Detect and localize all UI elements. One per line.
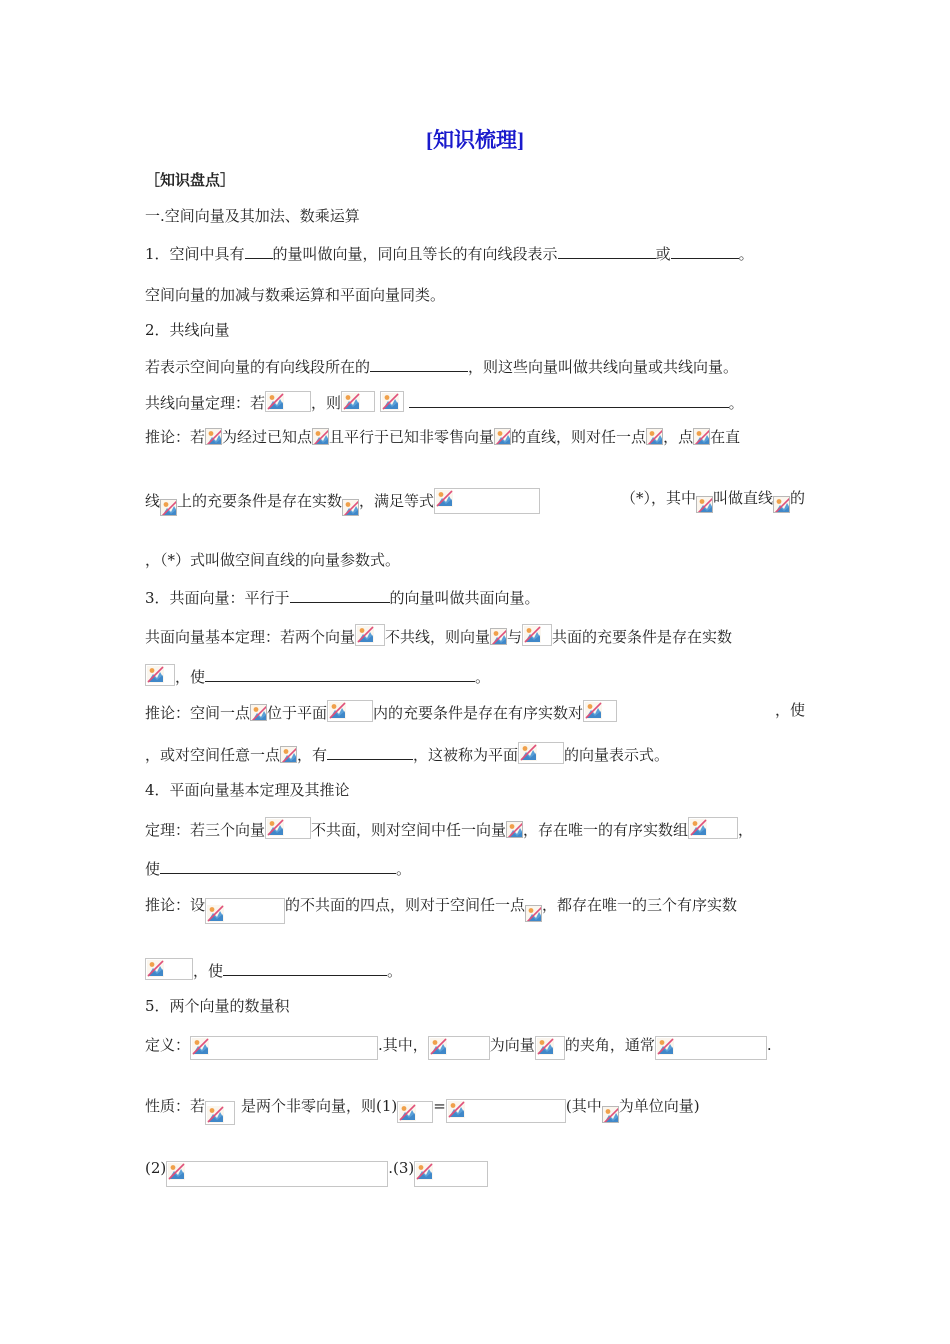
formula-box: [380, 391, 404, 412]
page-title: [知识梳理]: [426, 128, 524, 152]
broken-image-icon: [267, 819, 284, 836]
formula-box: [535, 1036, 565, 1060]
broken-image-icon: [436, 490, 453, 507]
formula-box: [655, 1036, 767, 1060]
formula-box: [522, 624, 552, 646]
formula-box: [145, 664, 175, 686]
s5-heading: 5．两个向量的数量积: [145, 997, 290, 1015]
formula-box: [446, 1099, 566, 1123]
formula-box: [355, 624, 385, 646]
fill-blank[interactable]: [409, 392, 729, 408]
broken-image-icon: [646, 428, 663, 445]
broken-image-icon: [312, 428, 329, 445]
broken-image-icon: [192, 1038, 209, 1055]
broken-image-icon: [207, 1106, 224, 1123]
broken-image-icon: [147, 960, 164, 977]
fill-blank[interactable]: [223, 960, 387, 976]
s5-definition: 定义： .其中， 为向量 的夹角，通常 .: [145, 1035, 772, 1060]
formula-box: [190, 1036, 378, 1060]
s2-definition: 若表示空间向量的有向线段所在的 ，则这些向量叫做共线向量或共线向量。: [145, 358, 739, 376]
fill-blank[interactable]: [370, 356, 468, 372]
s2-corollary: 推论：若 为经过已知点 且平行于已知非零售向量 的直线，则对任一点 ，点 在直: [145, 428, 741, 446]
broken-image-icon: [524, 626, 541, 643]
formula-box: [341, 391, 375, 412]
broken-image-icon: [168, 1163, 185, 1180]
s5-property-cont: (2) .(3): [145, 1158, 488, 1187]
broken-image-icon: [430, 1038, 447, 1055]
broken-image-icon: [585, 702, 602, 719]
formula-box: [265, 817, 311, 839]
broken-image-icon: [205, 428, 222, 445]
s3-corollary: 推论：空间一点 位于平面 内的充要条件是存在有序实数对 ，使: [145, 701, 805, 722]
broken-image-icon: [537, 1038, 554, 1055]
fill-blank[interactable]: [558, 243, 656, 259]
s4-theorem-cont: 使 。: [145, 860, 412, 878]
broken-image-icon: [342, 499, 359, 516]
broken-image-icon: [520, 744, 537, 761]
s4-corollary: 推论：设 的不共面的四点，则对于空间任一点 ，都存在唯一的三个有序实数: [145, 895, 737, 924]
formula-box: [688, 817, 738, 839]
broken-image-icon: [207, 905, 224, 922]
broken-image-icon: [280, 746, 297, 763]
broken-image-icon: [416, 1163, 433, 1180]
s1-para1: 1．空间中具有 的量叫做向量，同向且等长的有向线段表示 或 。: [145, 245, 754, 263]
broken-image-icon: [250, 704, 267, 721]
broken-image-icon: [343, 393, 360, 410]
formula-box: [205, 898, 285, 924]
s3-theorem: 共面向量基本定理：若两个向量 不共线，则向量 与 共面的充要条件是存在实数: [145, 624, 732, 647]
section-subtitle: ［知识盘点］: [145, 171, 236, 189]
fill-blank[interactable]: [205, 666, 475, 682]
s4-theorem: 定理：若三个向量 不共面，则对空间中任一向量 ，存在唯一的有序实数组 ，: [145, 817, 753, 840]
formula-box: [434, 488, 540, 514]
broken-image-icon: [267, 393, 284, 410]
s5-property: 性质：若 是两个非零向量，则(1) = (其中 为单位向量): [145, 1096, 700, 1125]
s4-heading: 4．平面向量基本定理及其推论: [145, 781, 350, 799]
broken-image-icon: [448, 1101, 465, 1118]
fill-blank[interactable]: [160, 858, 396, 874]
broken-image-icon: [357, 626, 374, 643]
s2-corollary-cont: 线 上的充要条件是存在实数 ，满足等式 （*），其中 叫做直线 的: [145, 488, 805, 516]
s1-para2: 空间向量的加减与数乘运算和平面向量同类。: [145, 286, 446, 304]
broken-image-icon: [382, 393, 399, 410]
fill-blank[interactable]: [290, 587, 390, 603]
broken-image-icon: [160, 499, 177, 516]
fill-blank[interactable]: [671, 243, 739, 259]
broken-image-icon: [696, 496, 713, 513]
broken-image-icon: [490, 628, 507, 645]
s3-theorem-cont: ，使 。: [145, 664, 490, 687]
s2-theorem: 共线向量定理：若 ，则 。: [145, 391, 744, 413]
s3-heading: 3．共面向量：平行于 的向量叫做共面向量。: [145, 589, 540, 607]
fill-blank[interactable]: [327, 744, 413, 760]
formula-box: [205, 1101, 235, 1125]
broken-image-icon: [147, 666, 164, 683]
broken-image-icon: [506, 821, 523, 838]
broken-image-icon: [602, 1106, 619, 1123]
formula-box: [327, 700, 373, 722]
formula-box: [166, 1161, 388, 1187]
broken-image-icon: [657, 1038, 674, 1055]
formula-box: [428, 1036, 490, 1060]
broken-image-icon: [399, 1104, 416, 1121]
s2-corollary-end: ，（*）式叫做空间直线的向量参数式。: [145, 551, 401, 569]
fill-blank[interactable]: [245, 243, 273, 259]
s2-heading: 2．共线向量: [145, 321, 230, 339]
broken-image-icon: [773, 496, 790, 513]
formula-box: [518, 742, 564, 764]
broken-image-icon: [693, 428, 710, 445]
formula-box: [583, 700, 617, 722]
formula-box: [414, 1161, 488, 1187]
formula-box: [265, 391, 311, 412]
formula-box: [397, 1101, 433, 1123]
broken-image-icon: [525, 905, 542, 922]
broken-image-icon: [494, 428, 511, 445]
s3-corollary-cont: ，或对空间任意一点 ，有 ，这被称为平面 的向量表示式。: [145, 742, 669, 765]
broken-image-icon: [690, 819, 707, 836]
formula-box: [145, 958, 193, 980]
s1-heading: 一.空间向量及其加法、数乘运算: [145, 207, 360, 225]
s4-corollary-cont: ，使 。: [145, 958, 402, 981]
broken-image-icon: [329, 702, 346, 719]
